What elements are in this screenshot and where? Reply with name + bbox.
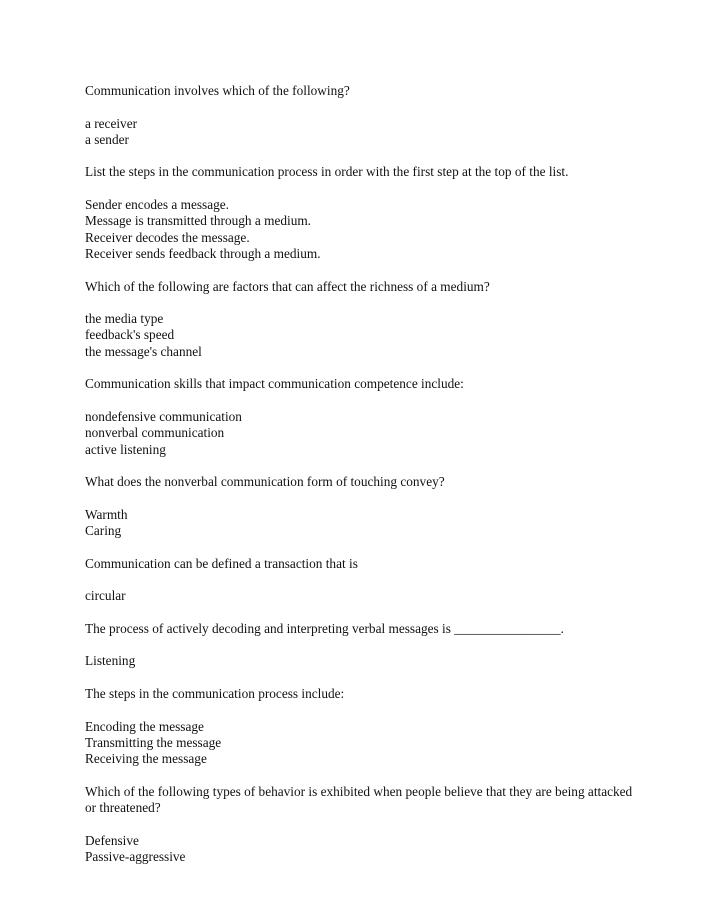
answer-item: Defensive <box>85 832 139 848</box>
answer-item: a sender <box>85 131 129 147</box>
answer-item: Passive-aggressive <box>85 848 186 864</box>
answer-item: active listening <box>85 441 166 457</box>
qa-item-6 <box>85 556 645 605</box>
qa-item-3 <box>85 279 645 360</box>
qa-item-2 <box>85 164 645 262</box>
question-text: Communication involves which of the following? <box>85 83 350 98</box>
answer-item: nonverbal communication <box>85 425 225 441</box>
qa-item-4 <box>85 376 645 457</box>
document-page <box>85 83 645 882</box>
question-text: Communication can be defined a transaction that is <box>85 555 358 571</box>
answer-item: Receiver sends feedback through a medium. <box>85 245 321 261</box>
qa-item-1 <box>85 83 645 148</box>
question-text: Which of the following are factors that can affect the richness of a medium? <box>85 278 490 294</box>
question-text: Which of the following types of behavior is exhibited when people believe that they are being attacked or threatened? <box>85 783 633 816</box>
answer-item: Caring <box>85 523 122 539</box>
question-text: What does the nonverbal communication form of touching convey? <box>85 474 445 490</box>
qa-item-8 <box>85 686 645 767</box>
question-text: Communication skills that impact communication competence include: <box>85 376 464 392</box>
qa-item-7 <box>85 621 645 670</box>
answer-item: circular <box>85 588 126 604</box>
answer-item: Sender encodes a message. <box>85 197 229 213</box>
answer-item: Message is transmitted through a medium. <box>85 213 312 229</box>
question-text: The process of actively decoding and interpreting verbal messages is ________________. <box>85 620 564 636</box>
answer-item: the media type <box>85 311 164 327</box>
answer-item: Transmitting the message <box>85 734 222 750</box>
qa-item-5 <box>85 474 645 539</box>
answer-item: Receiving the message <box>85 751 207 767</box>
question-text: The steps in the communication process include: <box>85 685 345 701</box>
question-text: List the steps in the communication process in order with the first step at the top of the list. <box>85 164 569 180</box>
answer-item: Warmth <box>85 506 128 522</box>
qa-item-9 <box>85 784 645 865</box>
answer-item: Encoding the message <box>85 718 204 734</box>
answer-item: nondefensive communication <box>85 408 242 424</box>
answer-item: Receiver decodes the message. <box>85 229 250 245</box>
answer-item: feedback's speed <box>85 327 175 343</box>
answer-item: the message's channel <box>85 343 202 359</box>
answer-item: a receiver <box>85 115 138 131</box>
answer-item: Listening <box>85 653 136 669</box>
